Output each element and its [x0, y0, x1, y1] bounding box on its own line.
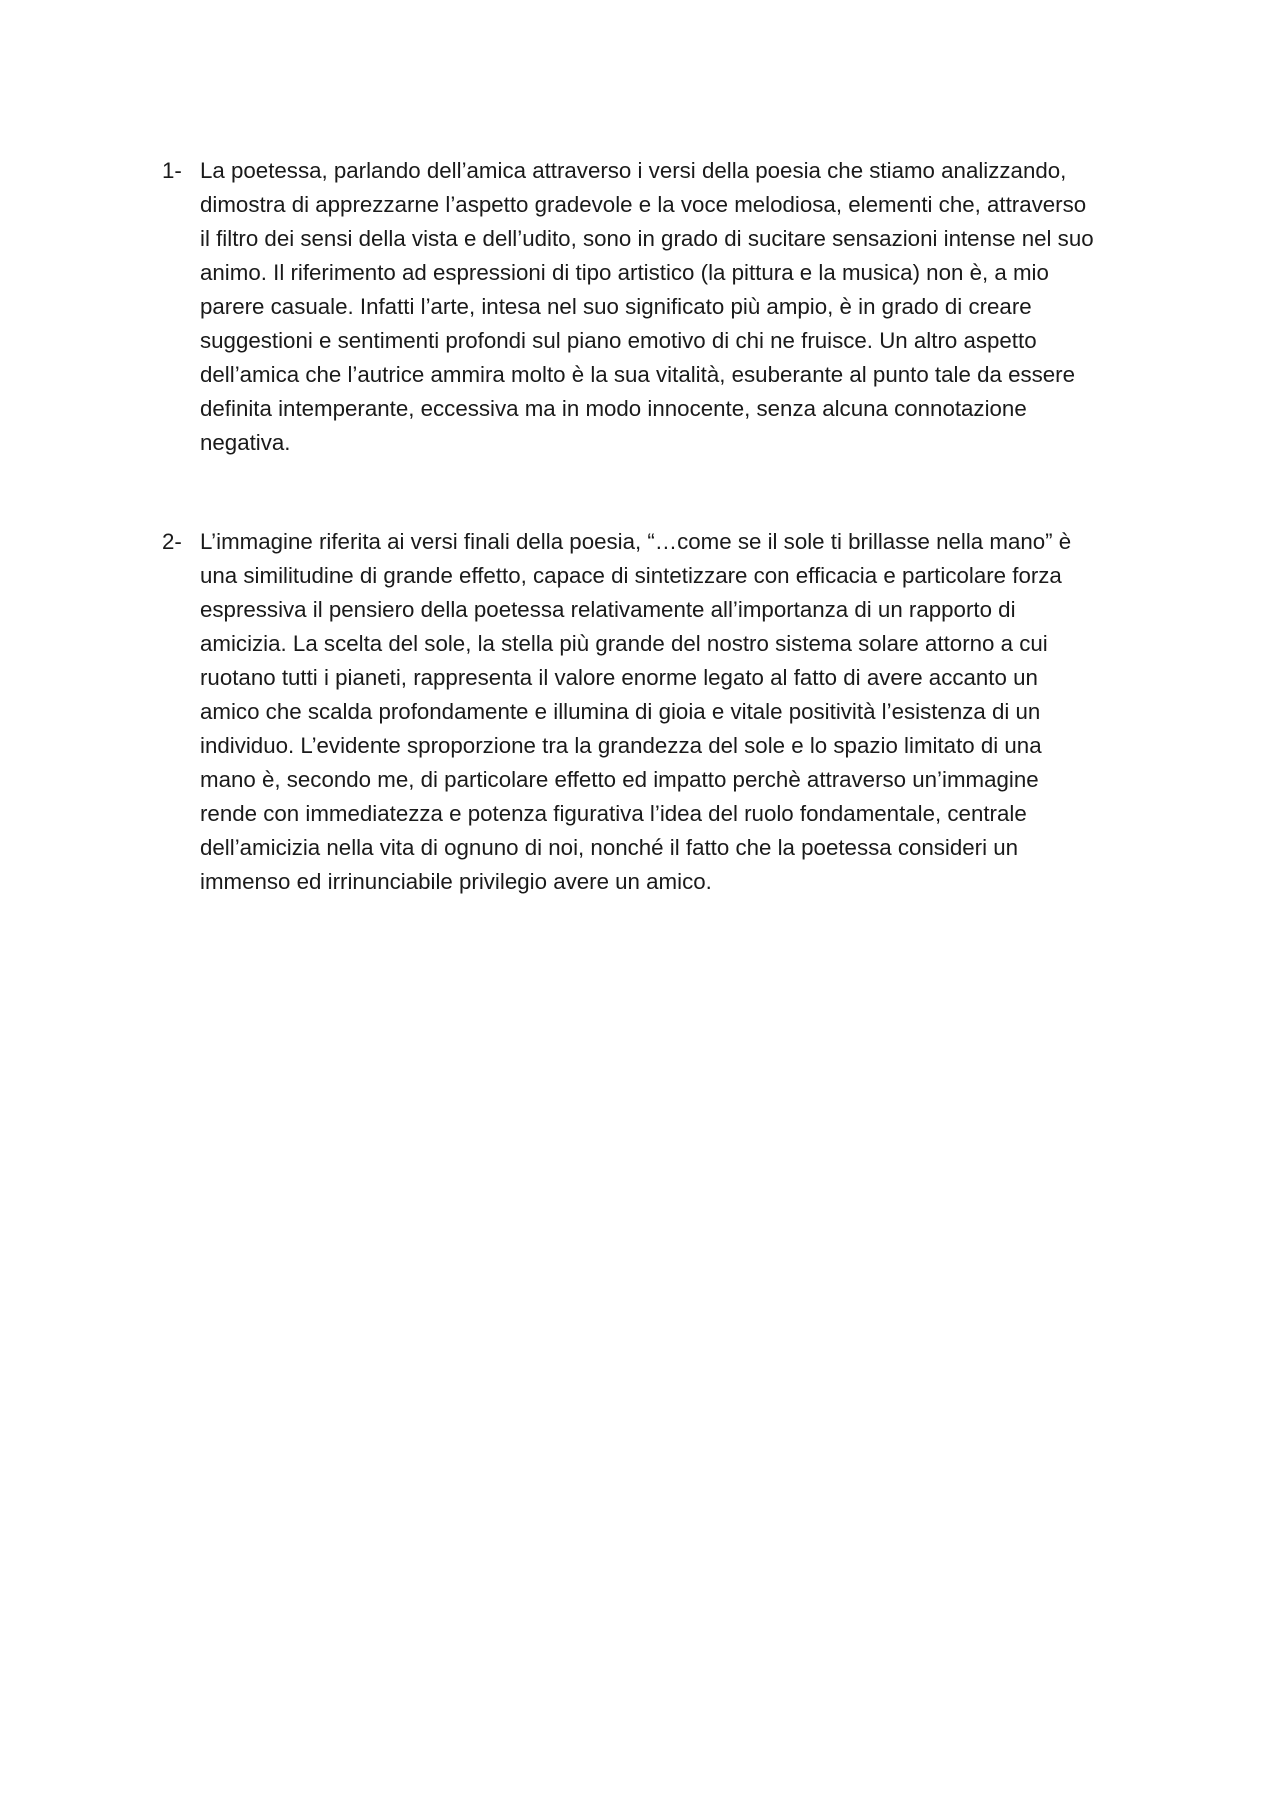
paragraph-line: il filtro dei sensi della vista e dell’udito, sono in grado di sucitare sensazioni intense nel suo	[200, 226, 1094, 251]
paragraph-line: rende con immediatezza e potenza figurativa l’idea del ruolo fondamentale, centrale	[200, 801, 1027, 826]
paragraph-line: individuo. L’evidente sproporzione tra la grandezza del sole e lo spazio limitato di una	[200, 733, 1042, 758]
paragraph-line: dell’amicizia nella vita di ognuno di noi, nonché il fatto che la poetessa consideri un	[200, 835, 1019, 860]
paragraph-line: amico che scalda profondamente e illumina di gioia e vitale positività l’esistenza di un	[200, 699, 1041, 724]
paragraph-line: suggestioni e sentimenti profondi sul piano emotivo di chi ne fruisce. Un altro aspetto	[200, 328, 1037, 353]
list-item-2	[162, 525, 1158, 899]
paragraph-line: parere casuale. Infatti l’arte, intesa nel suo significato più ampio, è in grado di creare	[200, 294, 1032, 319]
paragraph-line: dimostra di apprezzarne l’aspetto gradevole e la voce melodiosa, elementi che, attraverso	[200, 192, 1087, 217]
paragraph-line: una similitudine di grande effetto, capace di sintetizzare con efficacia e particolare forza	[200, 563, 1062, 588]
paragraph-line: amicizia. La scelta del sole, la stella più grande del nostro sistema solare attorno a cui	[200, 631, 1048, 656]
paragraph-line: animo. Il riferimento ad espressioni di tipo artistico (la pittura e la musica) non è, a mio	[200, 260, 1049, 285]
paragraph-line: definita intemperante, eccessiva ma in modo innocente, senza alcuna connotazione	[200, 396, 1027, 421]
list-marker: 2-	[162, 529, 182, 554]
paragraph-line: La poetessa, parlando dell’amica attraverso i versi della poesia che stiamo analizzando,	[200, 158, 1067, 183]
list-marker: 1-	[162, 158, 182, 183]
paragraph-line: espressiva il pensiero della poetessa relativamente all’importanza di un rapporto di	[200, 597, 1016, 622]
paragraph-line: immenso ed irrinunciabile privilegio avere un amico.	[200, 869, 712, 894]
paragraph-line: mano è, secondo me, di particolare effetto ed impatto perchè attraverso un’immagine	[200, 767, 1039, 792]
paragraph-line: ruotano tutti i pianeti, rappresenta il valore enorme legato al fatto di avere accanto un	[200, 665, 1038, 690]
paragraph-line: dell’amica che l’autrice ammira molto è la sua vitalità, esuberante al punto tale da essere	[200, 362, 1075, 387]
list-item-1	[162, 154, 1158, 460]
paragraph-line: L’immagine riferita ai versi finali della poesia, “…come se il sole ti brillasse nella mano” è	[200, 529, 1072, 554]
paragraph-line: negativa.	[200, 430, 291, 455]
